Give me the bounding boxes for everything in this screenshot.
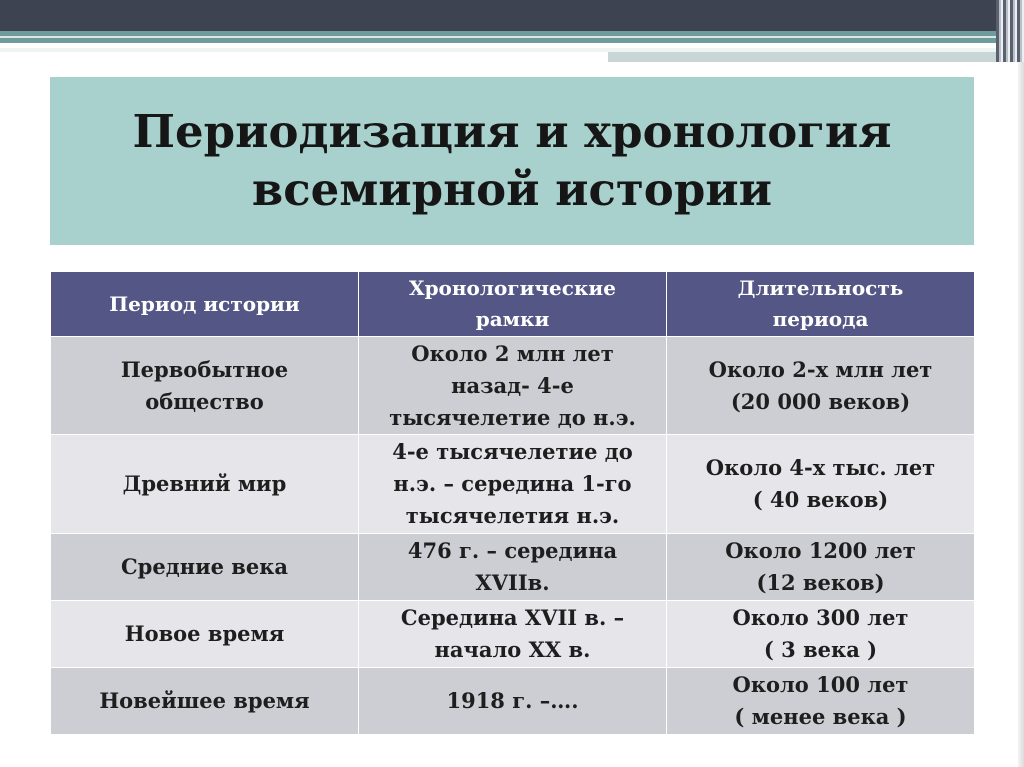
table-row: [51, 337, 975, 435]
header-chronology: Хронологические рамки: [359, 272, 667, 337]
corner-stripes: [996, 0, 1024, 62]
cell-duration: Около 2-х млн лет (20 000 веков): [667, 337, 975, 435]
cell-period: Средние века: [51, 534, 359, 601]
table-row: [51, 435, 975, 534]
top-light-line: [0, 36, 1000, 38]
cell-chronology: 476 г. – середина XVIIв.: [359, 534, 667, 601]
table-header-row: [51, 272, 975, 337]
cell-duration: Около 100 лет ( менее века ): [667, 668, 975, 735]
cell-period: Древний мир: [51, 435, 359, 534]
cell-period: Новое время: [51, 601, 359, 668]
history-periods-table: [50, 271, 975, 735]
header-period: Период истории: [51, 272, 359, 337]
cell-chronology: Середина XVII в. – начало XX в.: [359, 601, 667, 668]
cell-duration: Около 1200 лет (12 веков): [667, 534, 975, 601]
header-duration: Длительность периода: [667, 272, 975, 337]
cell-chronology: Около 2 млн лет назад- 4-е тысячелетие до н.э.: [359, 337, 667, 435]
cell-duration: Около 4-х тыс. лет ( 40 веков): [667, 435, 975, 534]
cell-chronology: 4-е тысячелетие до н.э. – середина 1-го тысячелетия н.э.: [359, 435, 667, 534]
cell-period: Первобытное общество: [51, 337, 359, 435]
page-edge-shadow: [1018, 62, 1024, 767]
slide-title: Периодизация и хронология всемирной истории: [132, 105, 892, 216]
top-accent-bar: [608, 52, 1000, 62]
top-dark-bar: [0, 0, 1000, 31]
cell-period: Новейшее время: [51, 668, 359, 735]
title-banner: [50, 77, 974, 245]
cell-duration: Около 300 лет ( 3 века ): [667, 601, 975, 668]
table-row: [51, 668, 975, 735]
table-row: [51, 534, 975, 601]
table-row: [51, 601, 975, 668]
cell-chronology: 1918 г. –….: [359, 668, 667, 735]
